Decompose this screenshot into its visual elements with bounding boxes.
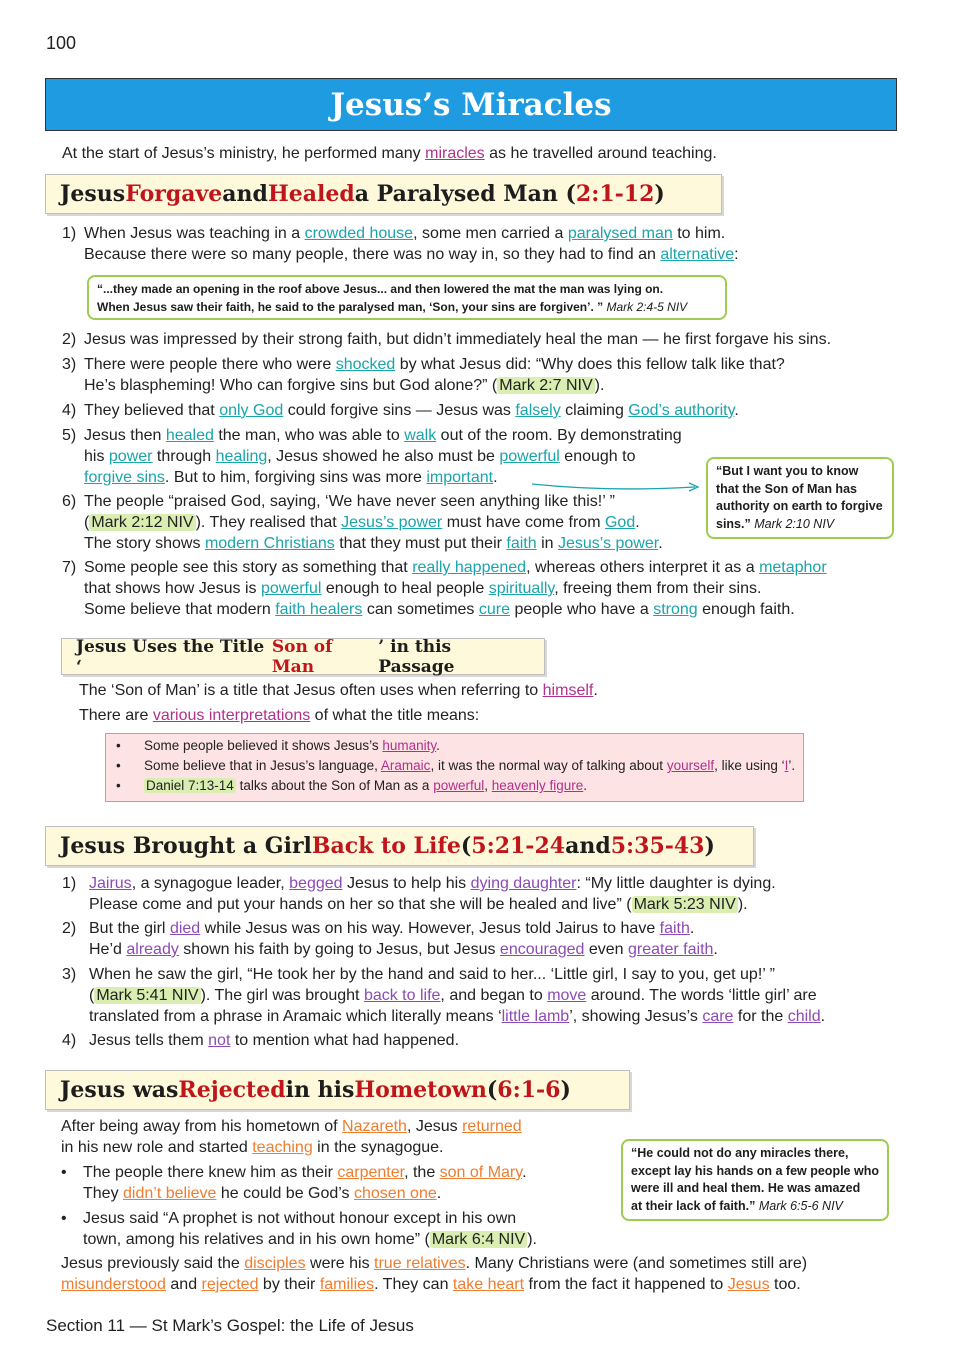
section-heading-son-of-man: Jesus Uses the Title ‘ Son of Man ’ in this Passage [61,638,545,675]
scripture-quote-box-son-of-man: “But I want you to know that the Son of Man has authority on earth to forgive sins.” Mark 2:10 NIV [706,457,894,539]
hometown-text-4: misunderstood and rejected by their families. They can take heart from the fact it happened to Jesus too. [61,1276,801,1293]
bible-reference: Mark 2:12 NIV [91,514,194,531]
intro-text: At the start of Jesus’s ministry, he performed many miracles as he travelled around teaching. [62,145,717,162]
scripture-quote-box-hometown: “He could not do any miracles there, except lay his hands on a few people who were ill and heal them. He was amazed at their lack of faith.” Mark 6:5-6 NIV [621,1139,889,1221]
bible-reference: Mark 5:23 NIV [633,896,736,913]
section-heading-girl-back-to-life: Jesus Brought a Girl Back to Life ( 5:21-24 and 5:35-43 ) [45,826,754,866]
page-title-banner: Jesus’s Miracles [45,78,897,131]
son-of-man-text-2: There are various interpretations of what the title means: [79,707,480,724]
bible-reference: Mark 6:4 NIV [431,1231,526,1248]
hometown-bullets: • The people there knew him as their carpenter, the son of Mary. They didn’t believe he could be God’s chosen one. • Jesus said “A prophet is not without honour except in his own town, among his relatives and in his own home” ( Mark 6:4 NIV ). [61,1164,537,1248]
hometown-text-1: After being away from his hometown of Nazareth, Jesus returned [61,1118,522,1135]
scripture-quote-box: “...they made an opening in the roof above Jesus... and then lowered the mat the man was lying on. When Jesus saw their faith, he said to the paralysed man, ‘Son, your sins are forgiven’. ” Mark 2:4-5 NIV [87,275,727,320]
list-item: • Some people believed it shows Jesus’s humanity. [116,738,440,753]
paralysed-man-list: 1) When Jesus was teaching in a crowded house, some men carried a paralysed man to him. Because there were so many people, there was no way in, so they had to find an alternative: 2) Jesus was impressed by their strong faith, but didn’t immediately heal the man — he first forgave his sins. 3) There were people there who were shocked by what Jesus did: “Why does this fellow talk like that? He’s blaspheming! Who can forgive sins but God alone?” ( Mark 2:7 NIV ). 4) They believed that only God could forgive sins — Jesus was falsely claiming God’s authority. 5) Jesus then healed the man, who was able to walk out of the room. By demonstrating his power through healing, Jesus showed he also must be powerful enough to forgive sins. But to him, forgiving sins was more important. 6) The people “praised God, saying, ‘We have never seen anything like this!’ ” ( Mark 2:12 NIV ). They realised that Jesus’s power must have come from God. The story shows modern Christians that they must put their faith in Jesus’s power. 7) Some people see this story as something that really happened, whereas others interpret it as a metaphor that shows how Jesus is powerful enough to heal people spiritually, freeing them from their sins. Some believe that modern faith healers can sometimes cure people who have a strong enough faith. [62,225,832,618]
bible-reference: Mark 5:41 NIV [96,987,199,1004]
bible-reference: Mark 2:7 NIV [499,377,593,394]
section-heading-paralysed-man: Jesus Forgave and Healed a Paralysed Man ( 2:1-12 ) [45,174,722,214]
page-number: 100 [46,33,77,53]
hometown-text-3: Jesus previously said the disciples were his true relatives. Many Christians were (and sometimes still are) [61,1255,808,1272]
page-footer: Section 11 — St Mark’s Gospel: the Life of Jesus [46,1316,414,1335]
list-item: • Daniel 7:13-14 talks about the Son of Man as a powerful, heavenly figure. [116,778,588,793]
hometown-text-2: in his new role and started teaching in the synagogue. [61,1139,444,1156]
interpretations-box [105,733,804,802]
list-item: • Some believe that in Jesus’s language, Aramaic, it was the normal way of talking about yourself, like using ‘I’. [116,758,796,773]
son-of-man-text-1: The ‘Son of Man’ is a title that Jesus often uses when referring to himself. [79,682,598,699]
section-heading-rejected-hometown: Jesus was Rejected in his Hometown ( 6:1-6 ) [45,1070,630,1110]
keyword-miracles: miracles [425,145,485,162]
girl-back-to-life-list: 1) Jairus, a synagogue leader, begged Jesus to help his dying daughter: “My little daughter is dying. Please come and put your hands on her so that she will be healed and live” ( Mark 5:23 NIV ). 2) But the girl died while Jesus was on his way. However, Jesus told Jairus to have faith. He’d already shown his faith by going to Jesus, but Jesus encouraged even greater faith. 3) When he saw the girl, “He took her by the hand and said to her... ‘Little girl, I say to you, get up!’ ” ( Mark 5:41 NIV ). The girl was brought back to life, and began to move around. The words ‘little girl’ are translated from a phrase in Aramaic which literally means ‘little lamb’, showing Jesus’s care for the child. 4) Jesus tells them not to mention what had happened. [62,875,826,1049]
pointer-arrow [530,478,710,496]
